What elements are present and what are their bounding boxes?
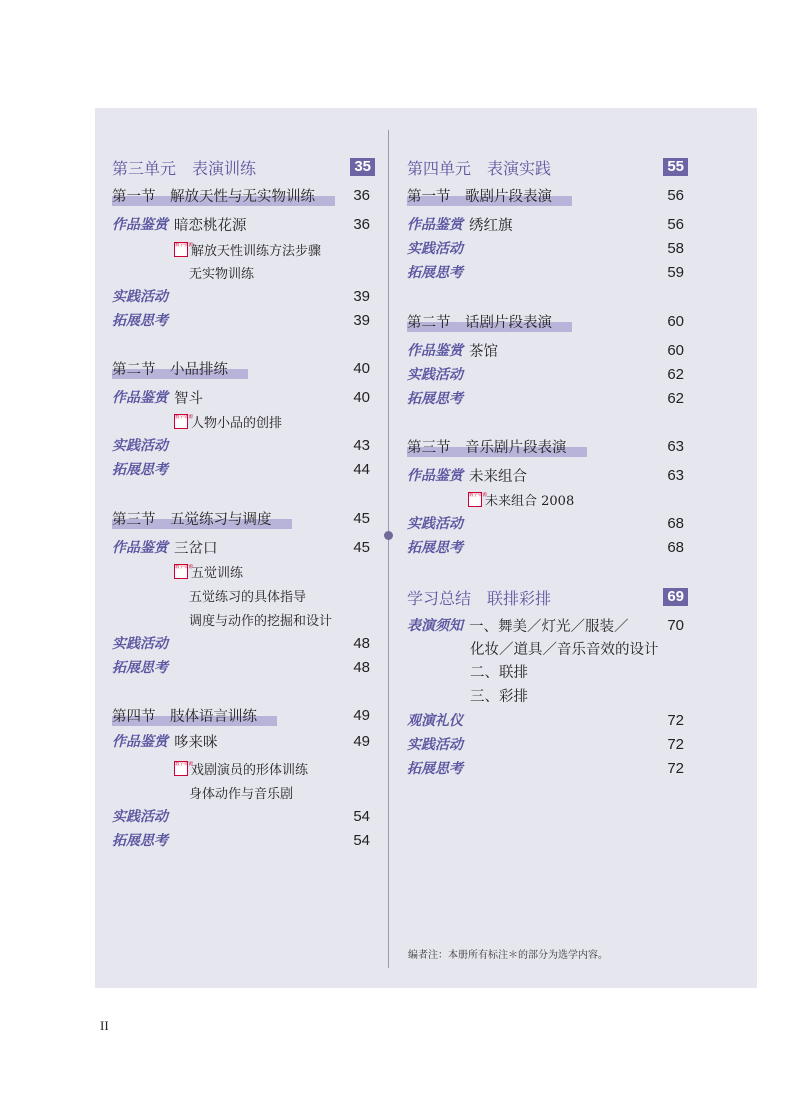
activity-entry[interactable] [407,237,684,259]
page-number: 39 [353,311,370,329]
section-entry[interactable] [407,435,684,457]
section-title: 第二节 小品排练 [112,358,248,379]
unit-page-badge: 55 [663,158,688,176]
sub-entry[interactable] [174,757,308,779]
page-number: 40 [353,359,370,377]
knowledge-entry[interactable] [407,614,684,636]
work-entry[interactable] [407,339,684,361]
knowledge-line [470,637,659,659]
digital-resource-icon: 数字资源 [174,761,188,776]
sub-title: 五觉训练 [191,565,244,581]
tag-label: 实践活动 [407,516,463,532]
section-entry[interactable] [112,704,370,726]
sub-entry[interactable] [189,608,332,630]
sub-title: 解放天性训练方法步骤 [191,243,322,259]
page-number: 60 [667,341,684,359]
page-number: 72 [667,735,684,753]
tag-label: 作品鉴赏 [407,468,463,484]
digital-resource-icon: 数字资源 [174,414,188,429]
work-title: 智斗 [174,390,203,407]
work-entry[interactable] [112,213,370,235]
extension-entry[interactable] [112,458,370,480]
page-number: 49 [353,732,370,750]
page-number: 72 [667,711,684,729]
tag-label: 拓展思考 [407,391,463,407]
work-entry[interactable] [407,213,684,235]
section-title: 第二节 话剧片段表演 [407,311,572,332]
section-title: 第三节 五觉练习与调度 [112,508,292,529]
page-number: 63 [667,466,684,484]
tag-label: 拓展思考 [407,540,463,556]
work-entry[interactable] [112,536,370,558]
digital-resource-icon: 数字资源 [468,492,482,507]
extension-entry[interactable] [407,757,684,779]
activity-entry[interactable] [112,285,370,307]
page-number: 54 [353,807,370,825]
extension-entry[interactable] [112,829,370,851]
knowledge-text: 二、联排 [470,664,528,681]
page-number: 58 [667,239,684,257]
extension-entry[interactable] [112,656,370,678]
unit-4-entry[interactable] [407,156,688,178]
tag-label: 作品鉴赏 [112,540,168,556]
section-title: 第四节 肢体语言训练 [112,705,277,726]
sub-title: 调度与动作的挖掘和设计 [189,613,333,629]
page-number: 45 [353,509,370,527]
activity-entry[interactable] [407,512,684,534]
unit-title: 第四单元 表演实践 [407,158,552,178]
tag-label: 实践活动 [407,737,463,753]
tag-label: 实践活动 [112,636,168,652]
page-number: 45 [353,538,370,556]
page-number: 72 [667,759,684,777]
section-title: 第一节 解放天性与无实物训练 [112,185,335,206]
work-title: 三岔口 [174,540,218,557]
unit-page-badge: 35 [350,158,375,176]
activity-entry[interactable] [112,632,370,654]
work-title: 未来组合 [469,468,527,485]
work-title: 茶馆 [469,343,498,360]
sub-entry[interactable] [468,488,574,510]
tag-label: 实践活动 [407,241,463,257]
page-number: 70 [667,616,684,634]
work-entry[interactable] [112,730,370,752]
work-title: 绣红旗 [469,217,513,234]
page-number: 54 [353,831,370,849]
tag-label: 实践活动 [407,367,463,383]
page-number: 56 [667,186,684,204]
sub-title: 无实物训练 [189,266,255,282]
digital-resource-icon: 数字资源 [174,564,188,579]
sub-entry[interactable] [174,238,321,260]
unit-page-badge: 69 [663,588,688,606]
tag-label: 作品鉴赏 [407,343,463,359]
page-number: 62 [667,389,684,407]
tag-label: 实践活动 [112,289,168,305]
page-number: 48 [353,658,370,676]
sub-title: 未来组合 2008 [485,493,575,509]
activity-entry[interactable] [112,805,370,827]
summary-title: 学习总结 联排彩排 [407,588,552,608]
unit-3-entry[interactable] [112,156,375,178]
tag-label: 作品鉴赏 [112,390,168,406]
tag-label: 作品鉴赏 [407,217,463,233]
extension-entry[interactable] [407,536,684,558]
section-entry[interactable] [407,184,684,206]
page-number: 63 [667,437,684,455]
tag-label: 实践活动 [112,438,168,454]
section-title: 第三节 音乐剧片段表演 [407,436,587,457]
page-number: 36 [353,215,370,233]
sub-title: 人物小品的创排 [191,415,283,431]
knowledge-text: 三、彩排 [470,688,528,705]
sub-entry[interactable] [189,584,306,606]
activity-entry[interactable] [407,363,684,385]
tag-label: 拓展思考 [112,313,168,329]
page-number: 68 [667,514,684,532]
page-number: 59 [667,263,684,281]
sub-entry[interactable] [174,410,282,432]
work-entry[interactable] [112,386,370,408]
tag-label: 表演须知 [407,618,463,634]
page-number: 62 [667,365,684,383]
extension-entry[interactable] [407,387,684,409]
work-title: 暗恋桃花源 [174,217,247,234]
page-number: 49 [353,706,370,724]
page-number: 60 [667,312,684,330]
etiquette-entry[interactable] [407,709,684,731]
activity-entry[interactable] [112,434,370,456]
knowledge-text: 化妆／道具／音乐音效的设计 [470,641,659,658]
digital-resource-icon: 数字资源 [174,242,188,257]
sub-title: 身体动作与音乐剧 [189,786,294,802]
page-number: 44 [353,460,370,478]
tag-label: 实践活动 [112,809,168,825]
sub-title: 戏剧演员的形体训练 [191,762,309,778]
section-title: 第一节 歌剧片段表演 [407,185,572,206]
work-title: 哆来咪 [174,734,218,751]
tag-label: 作品鉴赏 [112,217,168,233]
editor-note: 编者注：本册所有标注＊的部分为选学内容。 [408,950,608,961]
tag-label: 拓展思考 [112,462,168,478]
page-number: 43 [353,436,370,454]
tag-label: 观演礼仪 [407,713,463,729]
section-entry[interactable] [112,507,370,529]
page-footer-number: II [100,1018,109,1033]
tag-label: 拓展思考 [112,660,168,676]
section-entry[interactable] [112,184,370,206]
summary-entry[interactable] [407,586,688,608]
tag-label: 作品鉴赏 [112,734,168,750]
tag-label: 拓展思考 [407,761,463,777]
page-number: 39 [353,287,370,305]
sub-entry[interactable] [189,261,254,283]
knowledge-line: 一、舞美／灯光／服装／ [469,618,629,635]
page-number: 56 [667,215,684,233]
section-entry[interactable] [407,310,684,332]
sub-title: 五觉练习的具体指导 [189,589,307,605]
extension-entry[interactable] [407,261,684,283]
unit-title: 第三单元 表演训练 [112,158,257,178]
knowledge-line [470,660,528,682]
sub-entry[interactable] [174,560,243,582]
knowledge-line [470,684,528,706]
tag-label: 拓展思考 [407,265,463,281]
section-entry[interactable] [112,357,370,379]
work-entry[interactable] [407,464,684,486]
page-number: 48 [353,634,370,652]
divider-dot [384,531,393,540]
page-number: 36 [353,186,370,204]
sub-entry[interactable] [189,781,293,803]
extension-entry[interactable] [112,309,370,331]
activity-entry[interactable] [407,733,684,755]
page-number: 68 [667,538,684,556]
column-divider [388,130,389,968]
page-number: 40 [353,388,370,406]
tag-label: 拓展思考 [112,833,168,849]
